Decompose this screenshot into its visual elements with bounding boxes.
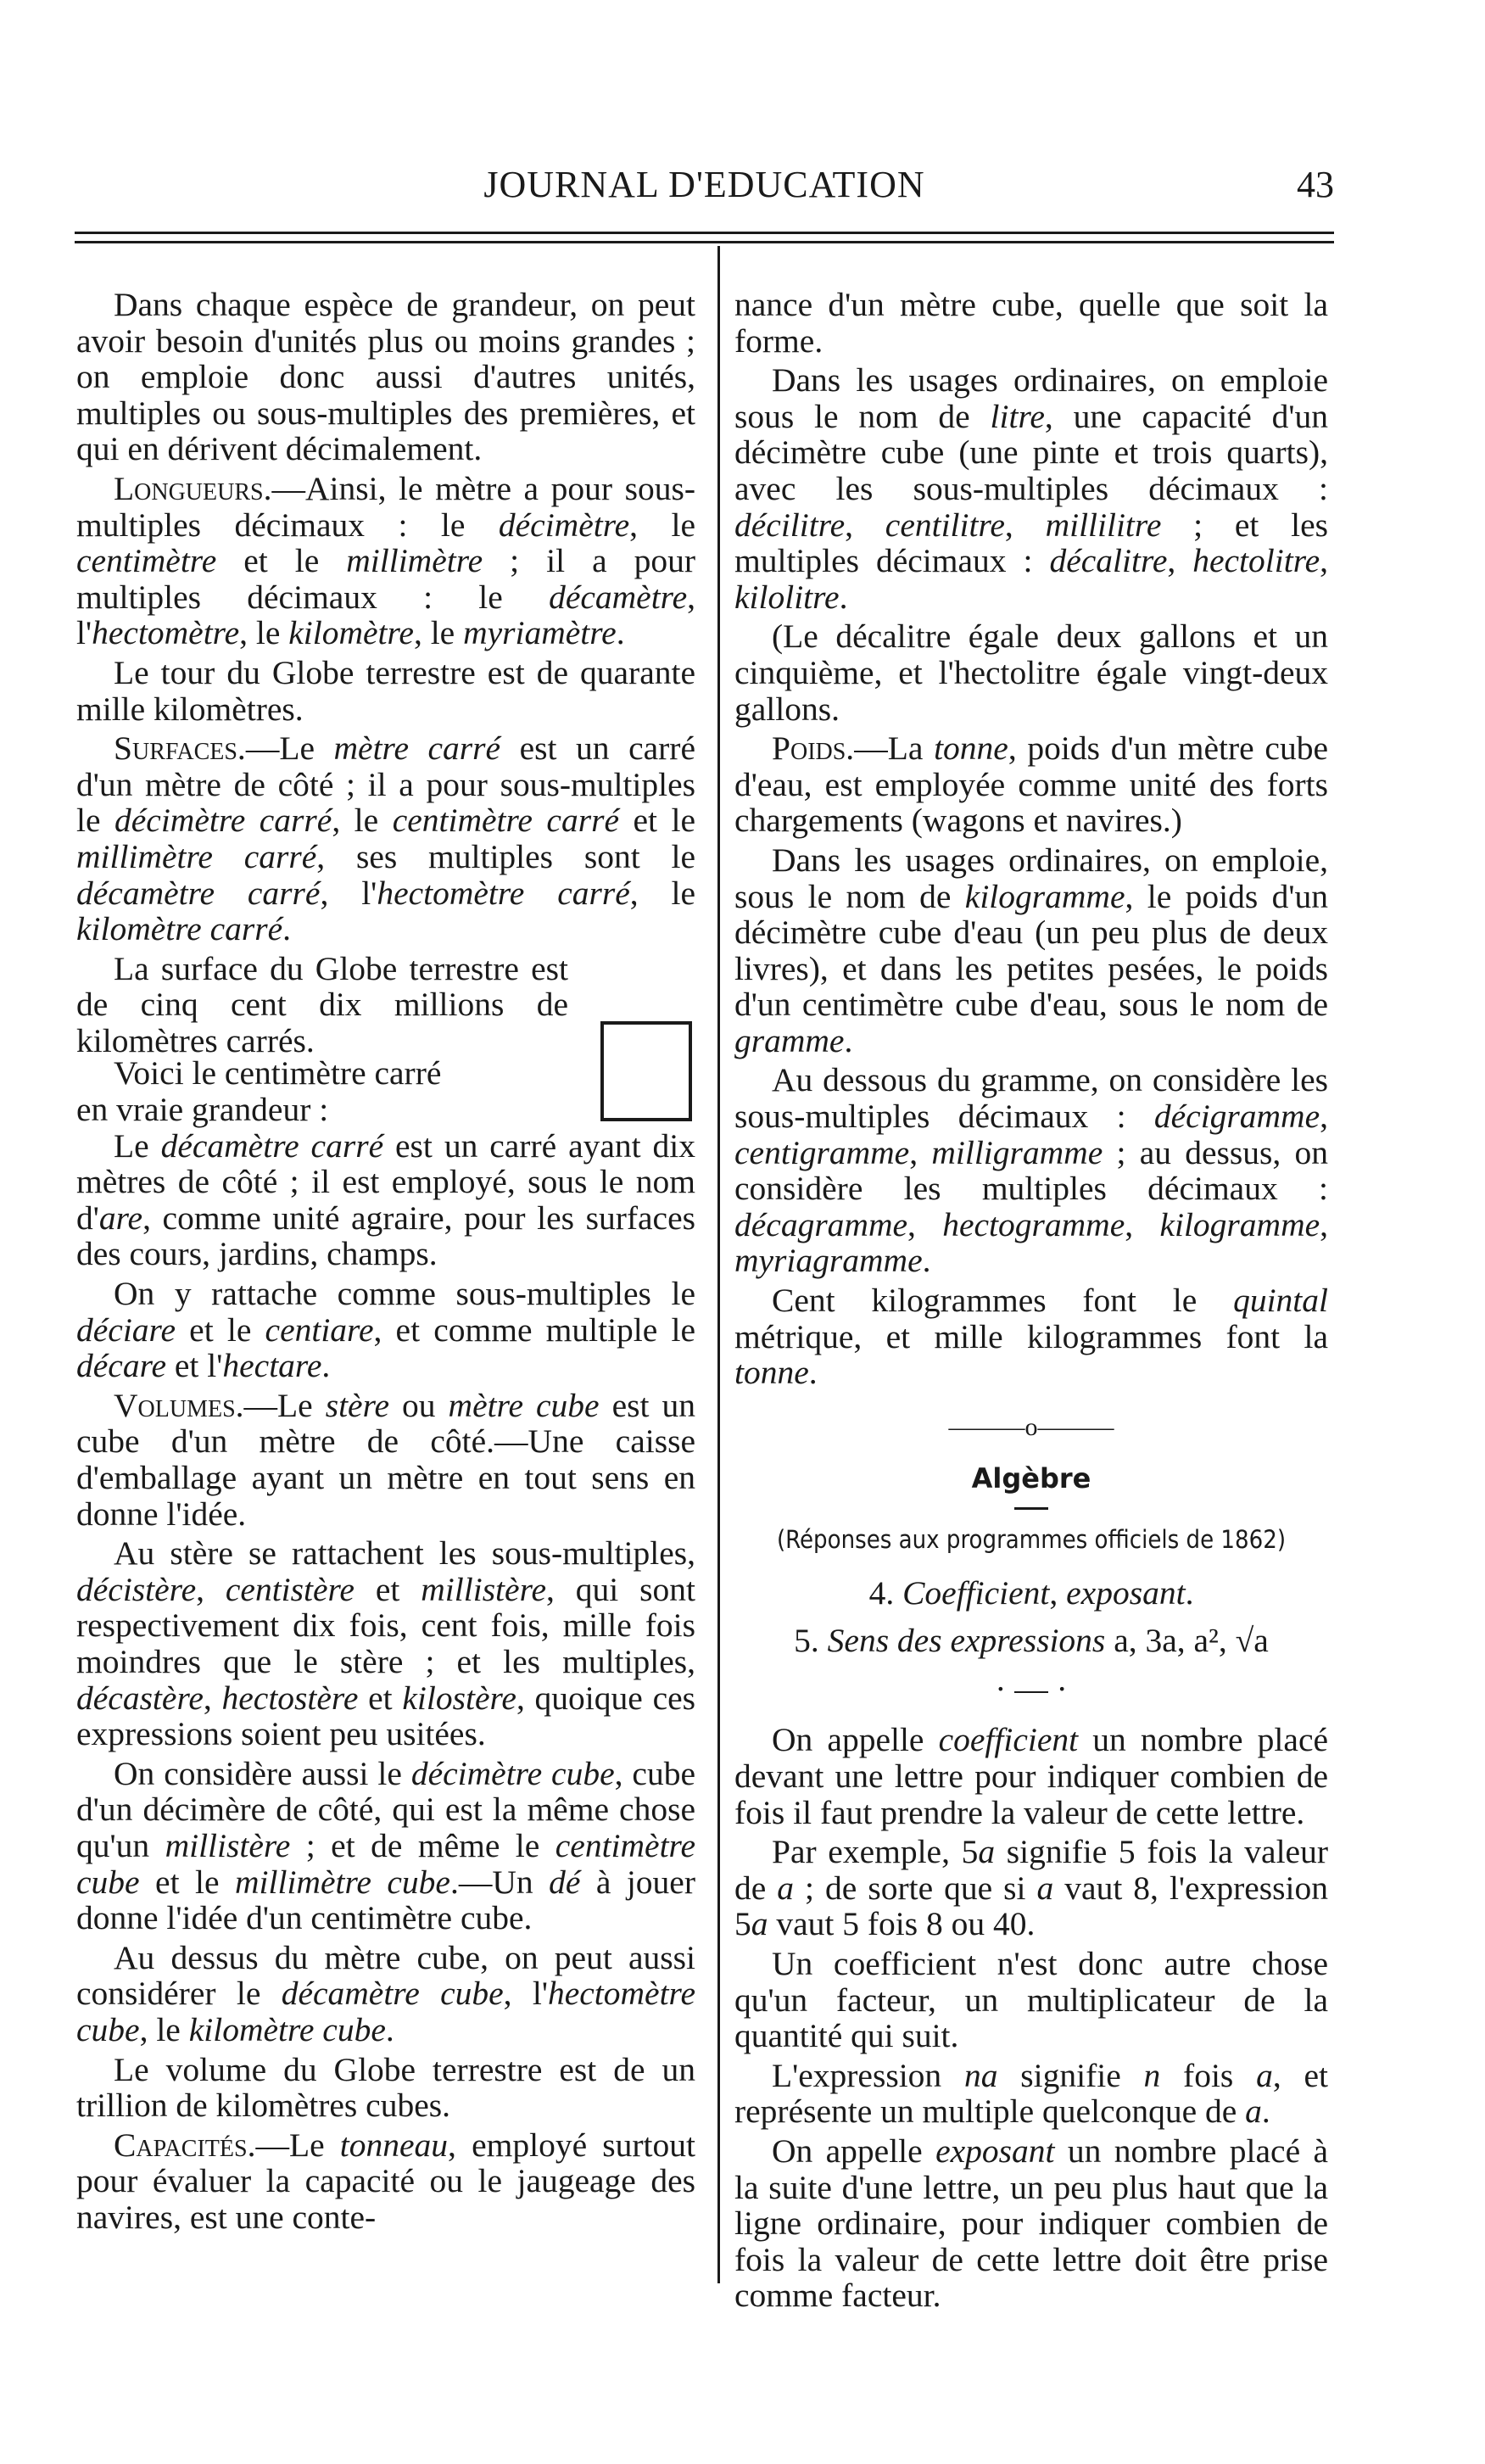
paragraph-tour-globe: Le tour du Globe terrestre est de quarante mille kilomètres. — [76, 653, 695, 728]
section-lead-surfaces: Surfaces. — [114, 729, 246, 768]
paragraph-decalitre-gallons: (Le décalitre égale deux gallons et un cinquième, et l'hectolitre égale vingt-deux gallons. — [734, 617, 1328, 728]
column-separator — [717, 246, 720, 2283]
paragraph-facteur: Un coefficient n'est donc autre chose qu'un facteur, un multiplicateur de la quantité qui suit. — [734, 1944, 1328, 2055]
paragraph-decametre-cube: Au dessus du mètre cube, on peut aussi considérer le décamètre cube, l'hectomètre cube, le kilomètre cube. — [76, 1938, 695, 2048]
paragraph-kilogramme: Dans les usages ordinaires, on emploie, sous le nom de kilogramme, le poids d'un décimètre cube d'eau (un peu plus de deux livres), et dans les petites pesées, le poids d'un centimètre cube d'eau, sous le nom de gramme. — [734, 841, 1328, 1059]
left-column — [76, 287, 695, 2235]
item-4: 4. Coefficient, exposant. — [868, 1573, 1194, 1612]
paragraph-decametre-carre: Le décamètre carré est un carré ayant dix mètres de côté ; il est employé, sous le nom d'are, comme unité agraire, pour les surfaces des cours, jardins, champs. — [76, 1126, 696, 1273]
line-vraie-grandeur: en vraie grandeur : — [76, 1091, 329, 1129]
paragraph-surface-globe: La surface du Globe terrestre est de cinq cent dix millions de kilomètres carrés. — [76, 949, 568, 1059]
paragraph-volumes: Volumes.—Le stère ou mètre cube est un cube d'un mètre de côté.—Une caisse d'emballage ayant un mètre en tout sens en donne l'idée. — [76, 1386, 695, 1533]
title-underline — [1014, 1507, 1048, 1510]
header-rule-top — [75, 232, 1334, 234]
paragraph-decimetre-cube: On considère aussi le décimètre cube, cube d'un décimère de côté, qui est la même chose qu'un millistère ; et de même le centimètre cube et le millimètre cube.—Un dé à jouer donne l'idée d'un centimètre cube. — [76, 1754, 695, 1937]
paragraph-sous-multiples-gramme: Au dessous du gramme, on considère les sous-multiples décimaux : décigramme, centigramme, milligramme ; au dessus, on considère les multiples décimaux : décagramme, hectogramme, kilogramme, myriagramme. — [734, 1061, 1329, 1280]
square-centimetre-figure — [600, 1021, 692, 1121]
paragraph-exemple: Par exemple, 5a signifie 5 fois la valeur de a ; de sorte que si a vaut 8, l'expression 5a vaut 5 fois 8 ou 40. — [734, 1833, 1328, 1943]
paragraph-quintal: Cent kilogrammes font le quintal métrique, et mille kilogrammes font la tonne. — [734, 1282, 1328, 1392]
paragraph-longueurs: Longueurs.—Ainsi, le mètre a pour sous-multiples décimaux : le décimètre, le centimètre et le millimètre ; il a pour multiples décimaux : le décamètre, l'hectomètre, le kilomètre, le myriamètre. — [76, 469, 696, 652]
paragraph-poids: Poids.—La tonne, poids d'un mètre cube d'eau, est employée comme unité des forts chargements (wagons et navires.) — [734, 729, 1328, 840]
paragraph-na: L'expression na signifie n fois a, et représente un multiple quelconque de a. — [734, 2056, 1328, 2131]
running-header — [75, 163, 1334, 214]
paragraph-centimetre-carre — [76, 1055, 695, 1127]
section-lead-poids: Poids. — [772, 729, 855, 768]
item-5: 5. Sens des expressions a, 3a, a², √a — [794, 1622, 1269, 1660]
section-lead-longueurs: Longueurs. — [114, 469, 272, 507]
paragraph-coefficient: On appelle coefficient un nombre placé devant une lettre pour indiquer combien de fois il faut prendre la valeur de cette lettre. — [734, 1721, 1329, 1831]
header-rule-bottom — [75, 241, 1334, 243]
paragraph-surfaces: Surfaces.—Le mètre carré est un carré d'un mètre de côté ; il a pour sous-multiples le décimètre carré, le centimètre carré et le millimètre carré, ses multiples sont le décamètre carré, l'hectomètre carré, le kilomètre carré. — [76, 729, 696, 948]
paragraph-volume-globe: Le volume du Globe terrestre est de un trillion de kilomètres cubes. — [76, 2050, 695, 2125]
section-divider: ———o——— — [948, 1412, 1114, 1441]
paragraph-stere: Au stère se rattachent les sous-multiples, décistère, centistère et millistère, qui sont respectivement dix fois, cent fois, mille fois moindres que le stère ; et les multiples, décastère, hectostère et kilostère, quoique ces expressions soient peu usitées. — [76, 1534, 695, 1753]
paragraph-contenance: nance d'un mètre cube, quelle que soit la forme. — [734, 286, 1328, 360]
paragraph-sous-multiples-are: On y rattache comme sous-multiples le déciare et le centiare, et comme multiple le décare et l'hectare. — [76, 1275, 695, 1385]
journal-title: JOURNAL D'EDUCATION — [483, 164, 925, 205]
paragraph-capacites: Capacités.—Le tonneau, employé surtout pour évaluer la capacité ou le jaugeage des navires, est une conte- — [76, 2126, 695, 2236]
paragraph-litre: Dans les usages ordinaires, on emploie sous le nom de litre, une capacité d'un décimètre cube (une pinte et trois quarts), avec les sous-multiples décimaux : décilitre, centilitre, millilitre ; et les multiples décimaux : décalitre, hectolitre, kilolitre. — [734, 361, 1329, 616]
section-title-algebre: Algèbre — [971, 1462, 1091, 1495]
line-voici: Voici le centimètre carré — [114, 1054, 442, 1092]
section-lead-volumes: Volumes. — [114, 1386, 244, 1424]
right-column — [734, 287, 1328, 2314]
paragraph-intro: Dans chaque espèce de grandeur, on peut avoir besoin d'unités plus ou moins grandes ; on emploie donc aussi d'autres unités, multiples ou sous-multiples des premières, et qui en dérivent décimalement. — [76, 286, 695, 468]
section-subtitle: (Réponses aux programmes officiels de 1862) — [777, 1525, 1286, 1554]
paragraph-exposant: On appelle exposant un nombre placé à la suite d'une lettre, un peu plus haut que la ligne ordinaire, pour indiquer combien de fois la valeur de cette lettre doit être prise comme facteur. — [734, 2132, 1329, 2315]
page-number: 43 — [1297, 164, 1334, 205]
dot-rule-divider: · — · — [995, 1669, 1068, 1707]
section-lead-capacites: Capacités. — [114, 2126, 256, 2164]
